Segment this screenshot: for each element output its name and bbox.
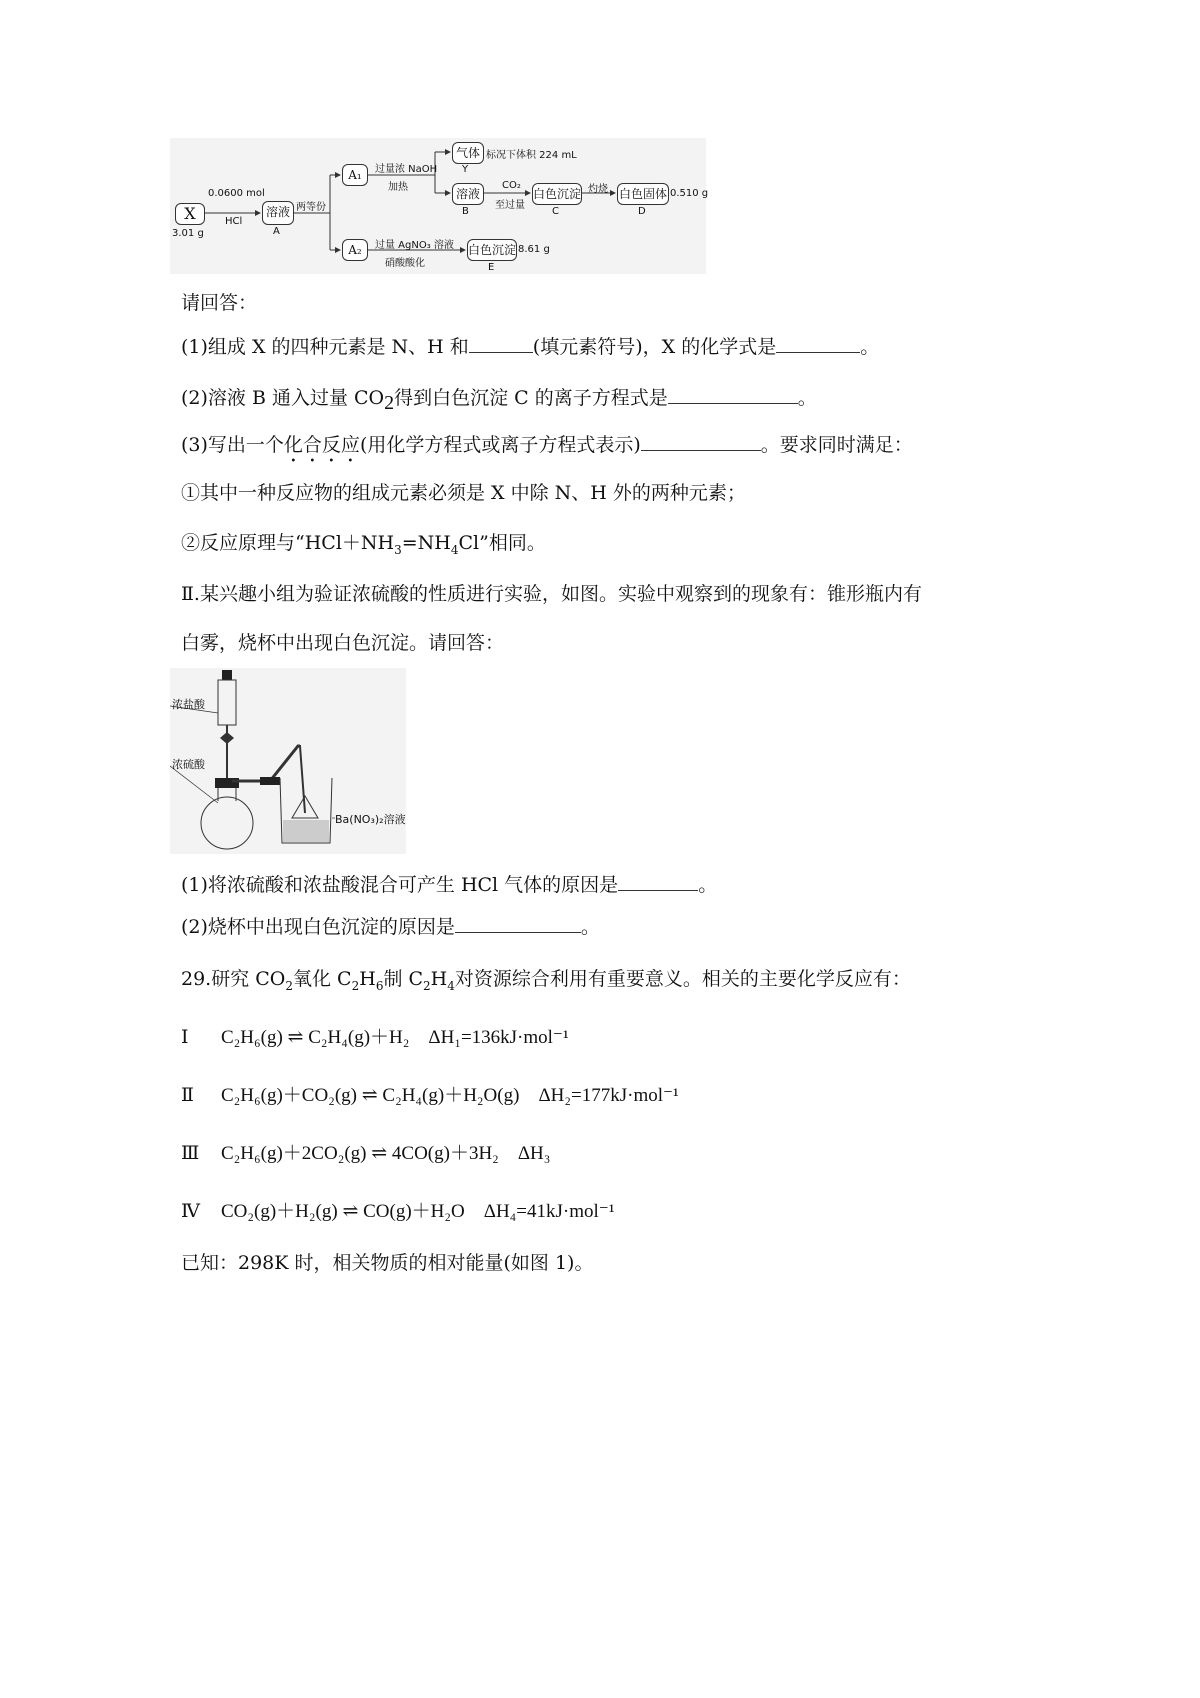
eq-dh: ΔH₃ <box>517 1143 551 1164</box>
eq-lhs: C₂H₆(g)＋2CO₂(g) <box>221 1143 367 1164</box>
condition-2: ②反应原理与“$HCl+NH_3=NH_4Cl$”相同。 <box>181 532 546 557</box>
eq-lhs: CO₂(g)＋H₂(g) <box>221 1201 338 1222</box>
q1-text-b: (填元素符号)，X 的化学式是 <box>532 336 777 358</box>
question-29: 29.研究 $CO_2$氧化 $C_2H_6$制 $C_2H_4$对资源综合利用有重要意义。相关的主要化学反应有： <box>181 968 911 993</box>
hcl-label: HCl <box>225 216 243 227</box>
p2q1-blank <box>618 872 698 891</box>
q2-text-a: (2)溶液 B 通入过量 CO <box>181 387 385 409</box>
q1-blank-1 <box>469 334 533 353</box>
white-solid-d-box: 白色固体 <box>617 183 669 205</box>
q3-text-b: (用化学方程式或离子方程式表示) <box>359 434 641 456</box>
gas-box: 气体 <box>452 142 484 164</box>
eq-rhs: C₂H₄(g)＋H₂O(g) <box>382 1085 520 1106</box>
q3-blank <box>641 432 761 451</box>
p2q2-blank <box>455 914 581 933</box>
please-answer: 请回答： <box>181 292 258 314</box>
q2-text-b: 得到白色沉淀 C 的离子方程式是 <box>394 387 668 409</box>
condition-1: ①其中一种反应物的组成元素必须是 X 中除 N、H 外的两种元素； <box>181 482 746 504</box>
p2q1-text-b: 。 <box>698 874 718 896</box>
q3-text-c: 。要求同时满足： <box>760 434 913 456</box>
label-e: E <box>488 262 495 273</box>
part-ii-question-2 <box>181 914 600 940</box>
co2-excess-label: 至过量 <box>495 200 525 211</box>
p2q2-text-b: 。 <box>580 916 600 938</box>
a1-box: A₁ <box>342 164 368 186</box>
eq-rhs: 4CO(g)＋3H₂ <box>391 1143 499 1164</box>
hcl-amount: 0.0600 mol <box>208 188 265 199</box>
naoh-label: 过量浓 NaOH <box>375 164 438 175</box>
label-d: D <box>638 206 646 217</box>
conc-h2so4-label: 浓硫酸 <box>172 758 205 771</box>
cond2-b: =NH <box>401 532 451 554</box>
question-1 <box>181 334 879 360</box>
hno3-label: 硝酸酸化 <box>385 258 425 269</box>
heat-label: 加热 <box>388 182 408 193</box>
eq-rhs: CO(g)＋H₂O <box>363 1201 465 1222</box>
ba-solution-label: Ba(NO₃)₂溶液 <box>335 813 406 826</box>
white-ppt-c-box: 白色沉淀 <box>532 183 582 205</box>
q2-blank <box>668 385 798 404</box>
solution-a-box: 溶液 <box>262 201 294 225</box>
flowchart-figure <box>170 138 709 274</box>
q1-blank-2 <box>776 334 860 353</box>
eq-number: Ⅱ <box>181 1085 194 1106</box>
eq-dh: ΔH₁=136kJ·mol⁻¹ <box>428 1027 569 1048</box>
gas-volume: 标况下体积 224 mL <box>486 150 577 161</box>
compound-x-box: X <box>175 203 205 225</box>
equation-row: Ⅲ C₂H₆(g)＋2CO₂(g) ⇌ 4CO(g)＋3H₂ ΔH₃ <box>181 1143 551 1164</box>
eq-dh: ΔH₂=177kJ·mol⁻¹ <box>538 1085 679 1106</box>
q29-e: H <box>430 968 448 990</box>
q3-emphasis: 化合反应 <box>283 434 360 456</box>
x-mass: 3.01 g <box>172 228 204 239</box>
equation-row: Ⅳ CO₂(g)＋H₂(g) ⇌ CO(g)＋H₂O ΔH₄=41kJ·mol⁻¹ <box>181 1201 615 1222</box>
e-mass: 8.61 g <box>518 244 550 255</box>
q2-text-c: 。 <box>797 387 817 409</box>
q1-text-c: 。 <box>860 336 880 358</box>
label-b: B <box>462 206 469 217</box>
apparatus-figure <box>170 668 406 854</box>
part-ii-question-1 <box>181 872 717 898</box>
eq-number: Ⅰ <box>181 1027 189 1048</box>
label-a: A <box>273 226 280 237</box>
p2q2-text-a: (2)烧杯中出现白色沉淀的原因是 <box>181 916 455 938</box>
burn-label: 灼烧 <box>588 184 608 195</box>
q29-a: 29.研究 CO <box>181 968 286 990</box>
a2-box: A₂ <box>342 239 368 261</box>
eq-number: Ⅳ <box>181 1201 200 1222</box>
q29-b: 氧化 C <box>293 968 352 990</box>
question-2: (2)溶液 B 通入过量 $CO_2$得到白色沉淀 C 的离子方程式是 。 <box>181 387 817 414</box>
agno3-label: 过量 AgNO₃ 溶液 <box>375 240 454 251</box>
part-ii-intro-2: 白雾，烧杯中出现白色沉淀。请回答： <box>181 632 505 654</box>
q1-text-a: (1)组成 X 的四种元素是 N、H 和 <box>181 336 469 358</box>
eq-rhs: C₂H₄(g)＋H₂ <box>308 1027 410 1048</box>
q29-c: H <box>359 968 376 990</box>
d-mass: 0.510 g <box>670 188 709 199</box>
known-info: 已知：298K 时，相关物质的相对能量(如图 1)。 <box>181 1252 594 1274</box>
split-label: 两等份 <box>296 202 326 213</box>
eq-dh: ΔH₄=41kJ·mol⁻¹ <box>483 1201 615 1222</box>
label-y: Y <box>462 164 469 175</box>
p2q1-text-a: (1)将浓硫酸和浓盐酸混合可产生 HCl 气体的原因是 <box>181 874 619 896</box>
flowchart-arrows <box>170 138 709 274</box>
q29-d: 制 C <box>383 968 424 990</box>
eq-number: Ⅲ <box>181 1143 200 1164</box>
label-c: C <box>552 206 559 217</box>
eq-lhs: C₂H₆(g) <box>221 1027 283 1048</box>
eq-lhs: C₂H₆(g)＋CO₂(g) <box>221 1085 357 1106</box>
equation-row: Ⅱ C₂H₆(g)＋CO₂(g) ⇌ C₂H₄(g)＋H₂O(g) ΔH₂=177kJ·mol⁻¹ <box>181 1085 679 1106</box>
cond2-c: Cl”相同。 <box>458 532 546 554</box>
q3-text-a: (3)写出一个 <box>181 434 284 456</box>
part-ii-intro-1: Ⅱ.某兴趣小组为验证浓硫酸的性质进行实验，如图。实验中观察到的现象有：锥形瓶内有 <box>181 583 922 605</box>
equation-row: Ⅰ C₂H₆(g) ⇌ C₂H₄(g)＋H₂ ΔH₁=136kJ·mol⁻¹ <box>181 1027 569 1048</box>
q29-f: 对资源综合利用有重要意义。相关的主要化学反应有： <box>454 968 911 990</box>
conc-hcl-label: 浓盐酸 <box>172 698 205 711</box>
solution-b-box: 溶液 <box>452 183 484 205</box>
cond2-a: ②反应原理与“HCl＋NH <box>181 532 395 554</box>
co2-label: CO₂ <box>502 180 521 191</box>
white-ppt-e-box: 白色沉淀 <box>467 239 517 261</box>
question-3 <box>181 432 913 467</box>
